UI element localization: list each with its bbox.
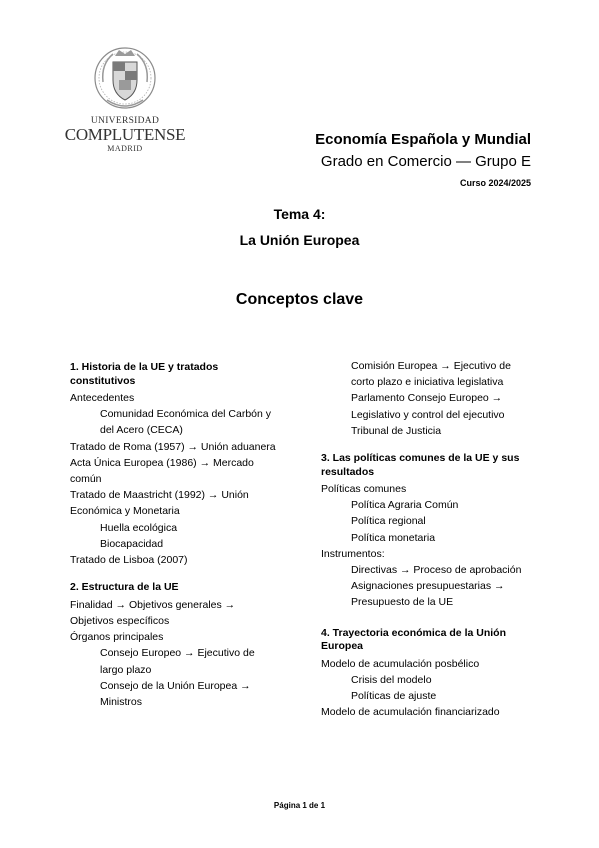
concept-subitem: Política monetaria <box>351 531 436 544</box>
section-heading: Conceptos clave <box>235 291 364 308</box>
concept-item: Acta Única Europea (1986) → Mercado común <box>70 456 254 486</box>
spacer <box>321 439 535 449</box>
concept-subitem: Política Agraria Común <box>351 499 459 512</box>
left-column <box>70 358 276 710</box>
course-subtitle: Grado en Comercio — Grupo E <box>320 153 531 170</box>
page-footer: Página 1 de 1 <box>273 801 326 810</box>
concept-subitem: Consejo de la Unión Europea → Ministros <box>100 679 251 708</box>
spacer <box>321 611 535 624</box>
spacer <box>70 568 276 578</box>
concept-subitem: Crisis del modelo <box>351 673 432 686</box>
concept-subitem: Comisión Europea → Ejecutivo de corto plazo e iniciativa legislativa <box>351 360 511 389</box>
course-year: Curso 2024/2025 <box>459 178 531 188</box>
course-title: Economía Española y Mundial <box>315 131 531 148</box>
logo-line-complutense: COMPLUTENSE <box>64 125 186 144</box>
concept-subitem: Política regional <box>351 515 426 528</box>
concept-item: Tratado de Maastricht (1992) → Unión Económica y Monetaria <box>70 489 249 518</box>
concept-item: Políticas comunes <box>321 483 407 496</box>
concept-item: Órganos principales <box>70 631 164 644</box>
concept-subitem: Asignaciones presupuestarias → <box>351 580 505 593</box>
concept-subitem: Comunidad Económica del Carbón y del Acero (CECA) <box>100 408 272 437</box>
concept-item: Tratado de Lisboa (2007) <box>70 554 188 567</box>
concept-item: Modelo de acumulación posbélico <box>321 657 480 670</box>
logo-line-universidad: UNIVERSIDAD <box>90 116 160 126</box>
concept-subitem: Parlamento Consejo Europeo → Legislativo y control del ejecutivo <box>351 392 505 421</box>
right-column <box>321 358 535 720</box>
section-heading: 3. Las políticas comunes de la UE y sus resultados <box>321 452 520 478</box>
university-seal-icon <box>93 42 157 114</box>
university-logo <box>60 42 190 162</box>
concept-subitem: Tribunal de Justicia <box>351 424 442 437</box>
concept-item: Tratado de Roma (1957) → Unión aduanera <box>70 440 276 453</box>
topic-number: Tema 4: <box>273 206 326 222</box>
section-heading: 4. Trayectoria económica de la Unión Europea <box>321 626 506 653</box>
concept-item: Finalidad → Objetivos generales → Objetivos específicos <box>70 598 236 627</box>
logo-line-madrid: MADRID <box>107 144 143 153</box>
topic-name: La Unión Europea <box>239 232 360 248</box>
section-heading: 1. Historia de la UE y tratados constitutivos <box>70 361 219 387</box>
concept-subitem: Presupuesto de la UE <box>351 596 454 609</box>
concept-item: Modelo de acumulación financiarizado <box>321 706 500 719</box>
concept-item: Antecedentes <box>70 392 135 404</box>
concept-subitem: Biocapacidad <box>100 537 164 550</box>
concept-subitem: Políticas de ajuste <box>351 690 437 703</box>
concept-subitem: Directivas → Proceso de aprobación <box>351 564 522 577</box>
concept-subitem: Consejo Europeo → Ejecutivo de largo plazo <box>100 647 255 676</box>
concept-item: Instrumentos: <box>321 547 385 560</box>
section-heading: 2. Estructura de la UE <box>70 581 179 594</box>
concept-subitem: Huella ecológica <box>100 521 178 534</box>
